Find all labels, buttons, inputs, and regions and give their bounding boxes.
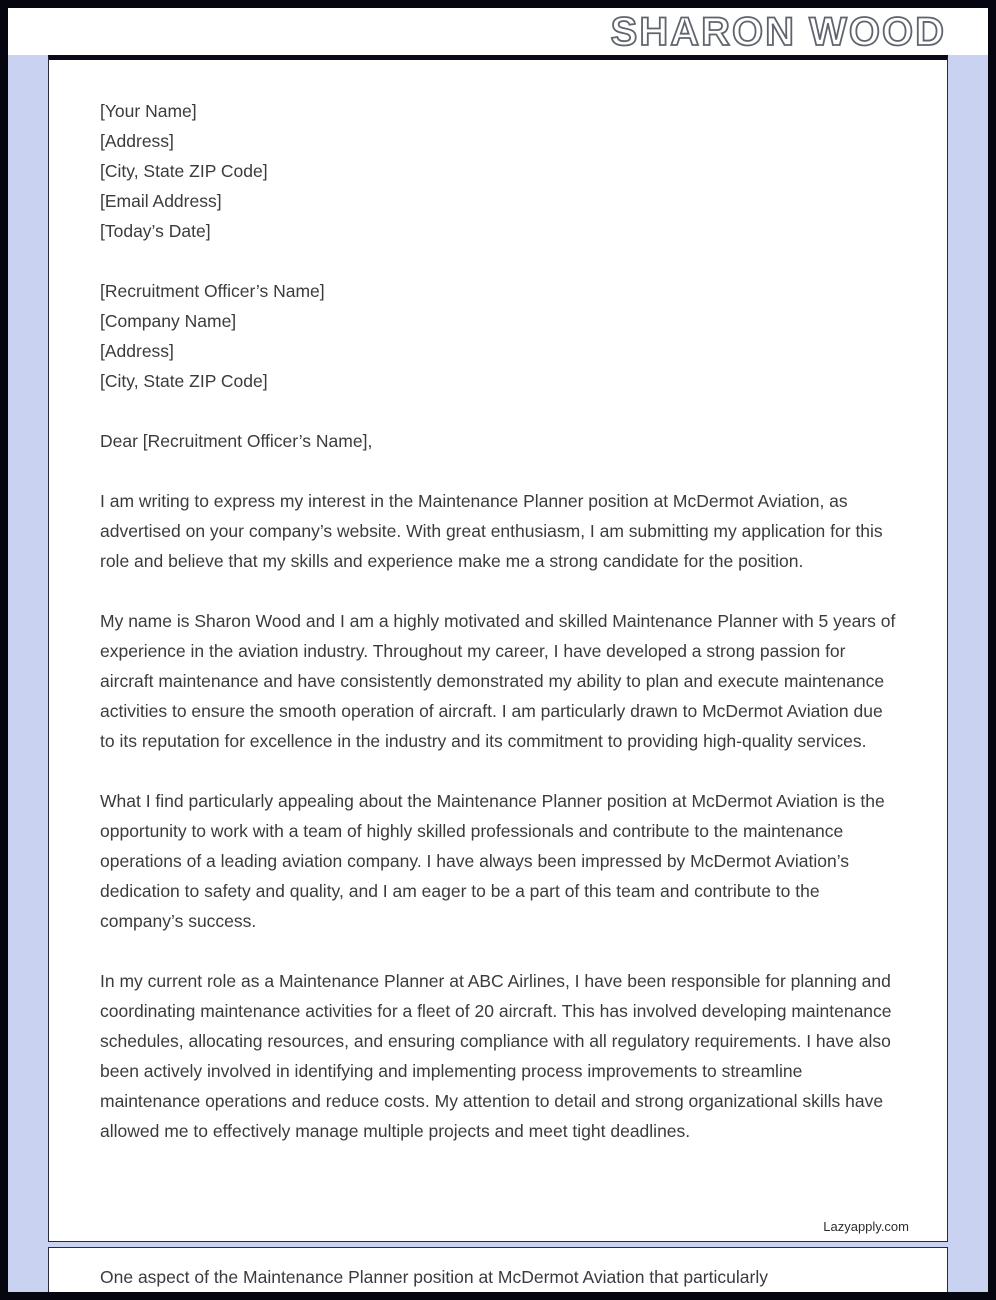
letter-paragraph: What I find particularly appealing about the Maintenance Planner position at McDermot Aviation is the opportunity to work with a team of highly skilled professionals and contribute to the maintenance operations of a leading aviation company. I have always been impressed by McDermot Aviation’s dedication to safety and quality, and I am eager to be a part of this team and contribute to the company’s success. <box>100 791 885 931</box>
letterhead <box>8 8 988 55</box>
recipient-line: [City, State ZIP Code] <box>100 371 268 391</box>
letter-page <box>48 55 948 1242</box>
sender-block <box>100 96 897 246</box>
recipient-line: [Address] <box>100 341 174 361</box>
letter-body <box>100 486 897 1146</box>
sender-line: [Your Name] <box>100 101 197 121</box>
sender-line: [Address] <box>100 131 174 151</box>
sender-line: [City, State ZIP Code] <box>100 161 268 181</box>
letter-paragraph: I am writing to express my interest in the Maintenance Planner position at McDermot Aviation, as advertised on your company’s website. With great enthusiasm, I am submitting my application for this role and believe that my skills and experience make me a strong candidate for the position. <box>100 491 883 571</box>
letter-paragraph: In my current role as a Maintenance Planner at ABC Airlines, I have been responsible for planning and coordinating maintenance activities for a fleet of 20 aircraft. This has involved developing maintenance schedules, allocating resources, and ensuring compliance with all regulatory requirements. I have also been actively involved in identifying and implementing process improvements to streamline maintenance operations and reduce costs. My attention to detail and strong organizational skills have allowed me to effectively manage multiple projects and meet tight deadlines. <box>100 971 892 1141</box>
recipient-line: [Recruitment Officer’s Name] <box>100 281 325 301</box>
recipient-line: [Company Name] <box>100 311 237 331</box>
sender-line: [Email Address] <box>100 191 222 211</box>
letter-page-two <box>48 1247 948 1292</box>
page-two-line: One aspect of the Maintenance Planner position at McDermot Aviation that particularly <box>100 1267 768 1287</box>
sender-line: [Today’s Date] <box>100 221 211 241</box>
document-background <box>8 8 988 1292</box>
recipient-block <box>100 276 897 396</box>
salutation: Dear [Recruitment Officer’s Name], <box>100 431 373 451</box>
letter-paragraph: My name is Sharon Wood and I am a highly motivated and skilled Maintenance Planner with 5 years of experience in the aviation industry. Throughout my career, I have developed a strong passion for aircraft maintenance and have consistently demonstrated my ability to plan and execute maintenance activities to ensure the smooth operation of aircraft. I am particularly drawn to McDermot Aviation due to its reputation for excellence in the industry and its commitment to providing high-quality services. <box>100 611 896 751</box>
letterhead-name: SHARON WOOD <box>610 9 946 54</box>
lazyapply-watermark: Lazyapply.com <box>823 1219 909 1234</box>
